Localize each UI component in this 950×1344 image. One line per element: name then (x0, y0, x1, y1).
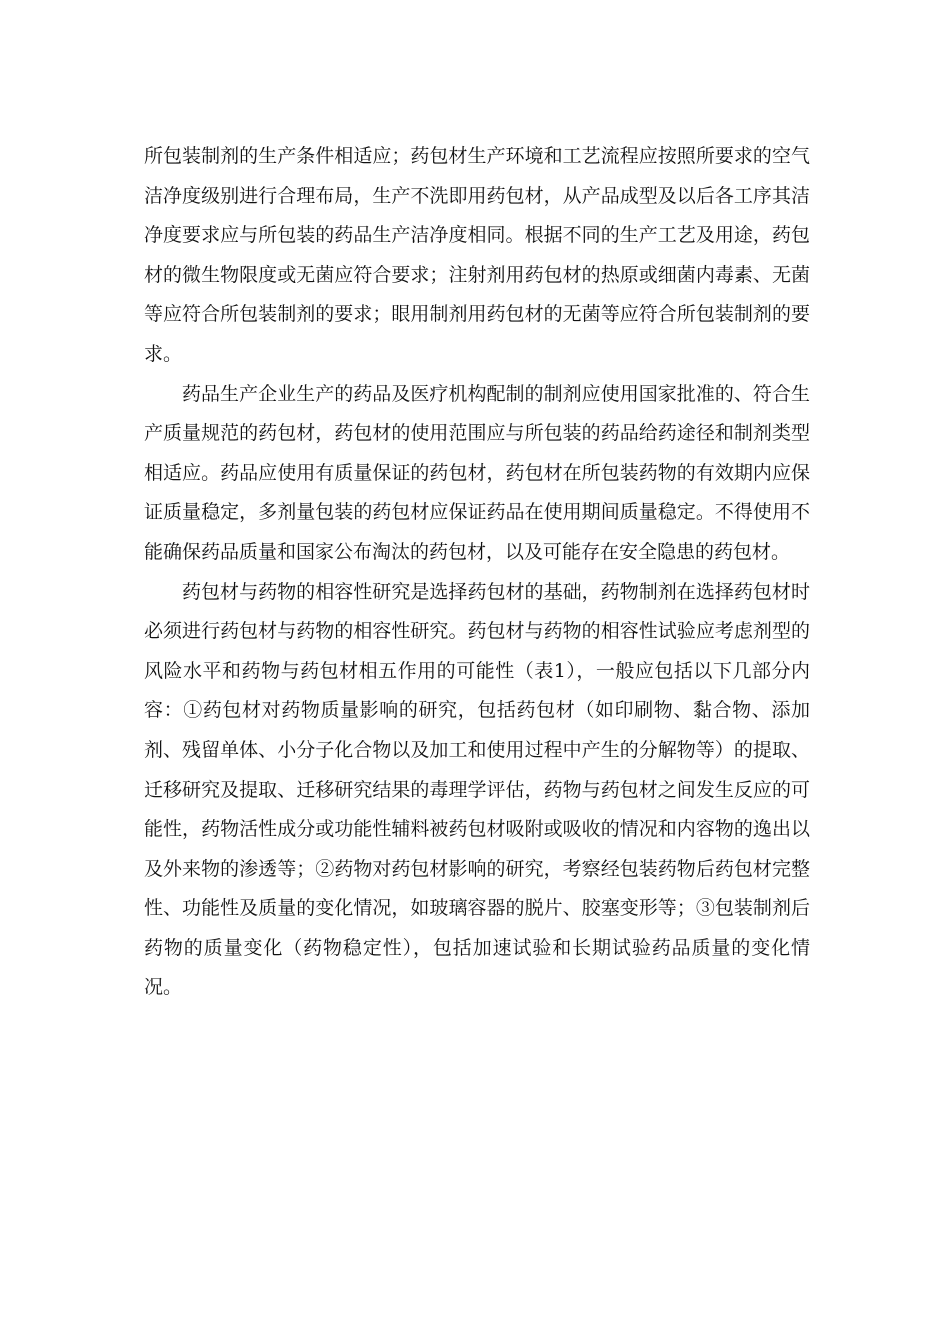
paragraph-compatibility-study: 药包材与药物的相容性研究是选择药包材的基础，药物制剂在选择药包材时必须进行药包材与药物的相容性研究。药包材与药物的相容性试验应考虑剂型的风险水平和药物与药包材相五作用的可能性（表1），一般应包括以下几部分内容：①药包材对药物质量影响的研究，包括药包材（如印刷物、黏合物、添加剂、残留单体、小分子化合物以及加工和使用过程中产生的分解物等）的提取、迁移研究及提取、迁移研究结果的毒理学评估，药物与药包材之间发生反应的可能性，药物活性成分或功能性辅料被药包材吸附或吸收的情况和内容物的逸出以及外来物的渗透等；②药物对药包材影响的研究，考察经包装药物后药包材完整性、功能性及质量的变化情况，如玻璃容器的脱片、胶塞变形等；③包装制剂后药物的质量变化（药物稳定性），包括加速试验和长期试验药品质量的变化情况。 (144, 580, 810, 999)
document-body (144, 137, 810, 1008)
paragraph-usage-requirements: 药品生产企业生产的药品及医疗机构配制的制剂应使用国家批准的、符合生产质量规范的药包材，药包材的使用范围应与所包装的药品给药途径和制剂类型相适应。药品应使用有质量保证的药包材，药包材在所包装药物的有效期内应保证质量稳定，多剂量包装的药包材应保证药品在使用期间质量稳定。不得使用不能确保药品质量和国家公布淘汰的药包材，以及可能存在安全隐患的药包材。 (144, 382, 810, 563)
paragraph-continued: 所包装制剂的生产条件相适应；药包材生产环境和工艺流程应按照所要求的空气洁净度级别进行合理布局，生产不洗即用药包材，从产品成型及以后各工序其洁净度要求应与所包装的药品生产洁净度相同。根据不同的生产工艺及用途，药包材的微生物限度或无菌应符合要求；注射剂用药包材的热原或细菌内毒素、无菌等应符合所包装制剂的要求；眼用制剂用药包材的无菌等应符合所包装制剂的要求。 (144, 145, 810, 365)
